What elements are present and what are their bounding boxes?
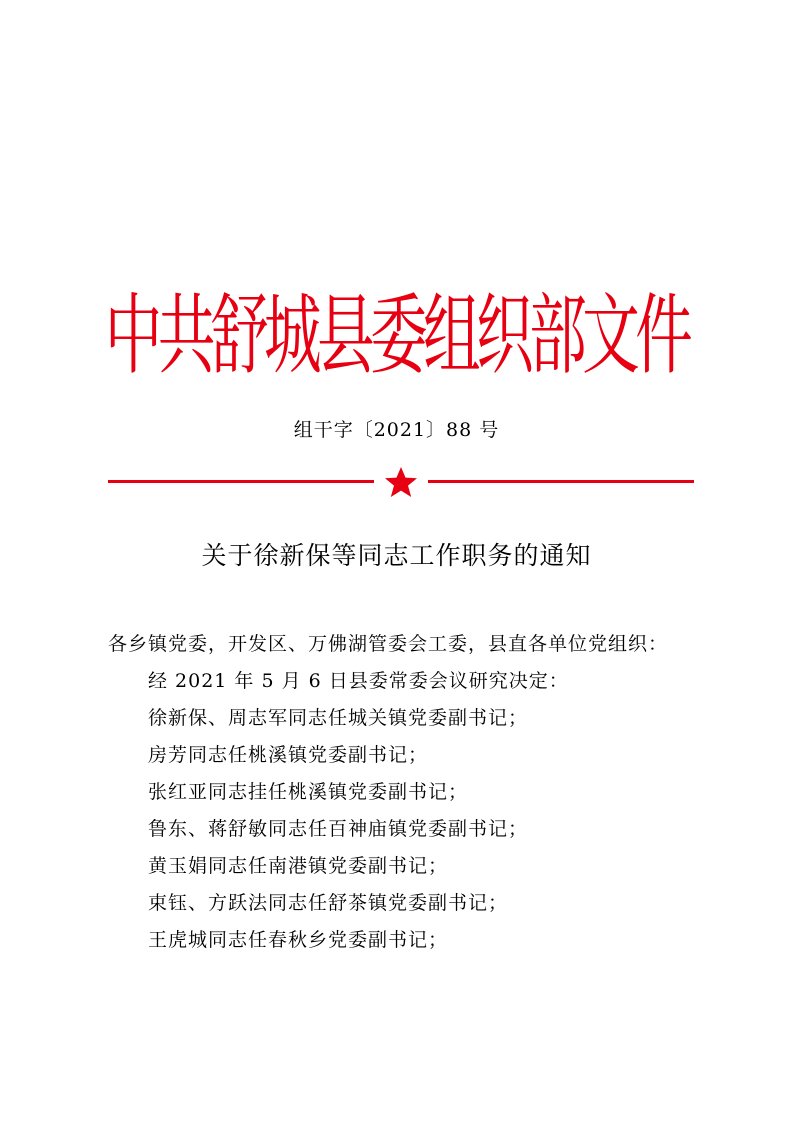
paragraph-appointment: 束钰、方跃法同志任舒茶镇党委副书记； <box>148 892 509 914</box>
document-number: 组干字〔2021〕88 号 <box>293 419 500 441</box>
salutation: 各乡镇党委，开发区、万佛湖管委会工委，县直各单位党组织： <box>108 633 669 655</box>
paragraph-appointment: 黄玉娟同志任南港镇党委副书记； <box>148 855 449 877</box>
notice-title: 关于徐新保等同志工作职务的通知 <box>201 541 592 570</box>
paragraph-appointment: 房芳同志任桃溪镇党委副书记； <box>148 744 429 766</box>
document-masthead: 中共舒城县委组织部文件 <box>104 285 689 387</box>
paragraph-appointment: 鲁东、蒋舒敏同志任百神庙镇党委副书记； <box>148 818 529 840</box>
paragraph-appointment: 王虎城同志任春秋乡党委副书记； <box>148 929 449 951</box>
paragraph-decision: 经 2021 年 5 月 6 日县委常委会议研究决定： <box>148 670 569 692</box>
divider-line-left <box>108 480 374 483</box>
notice-body <box>108 626 708 959</box>
star-icon <box>381 466 421 498</box>
paragraph-appointment: 张红亚同志挂任桃溪镇党委副书记； <box>148 781 469 803</box>
red-divider <box>108 466 694 498</box>
divider-line-right <box>428 480 694 483</box>
paragraph-appointment: 徐新保、周志军同志任城关镇党委副书记； <box>148 707 529 729</box>
